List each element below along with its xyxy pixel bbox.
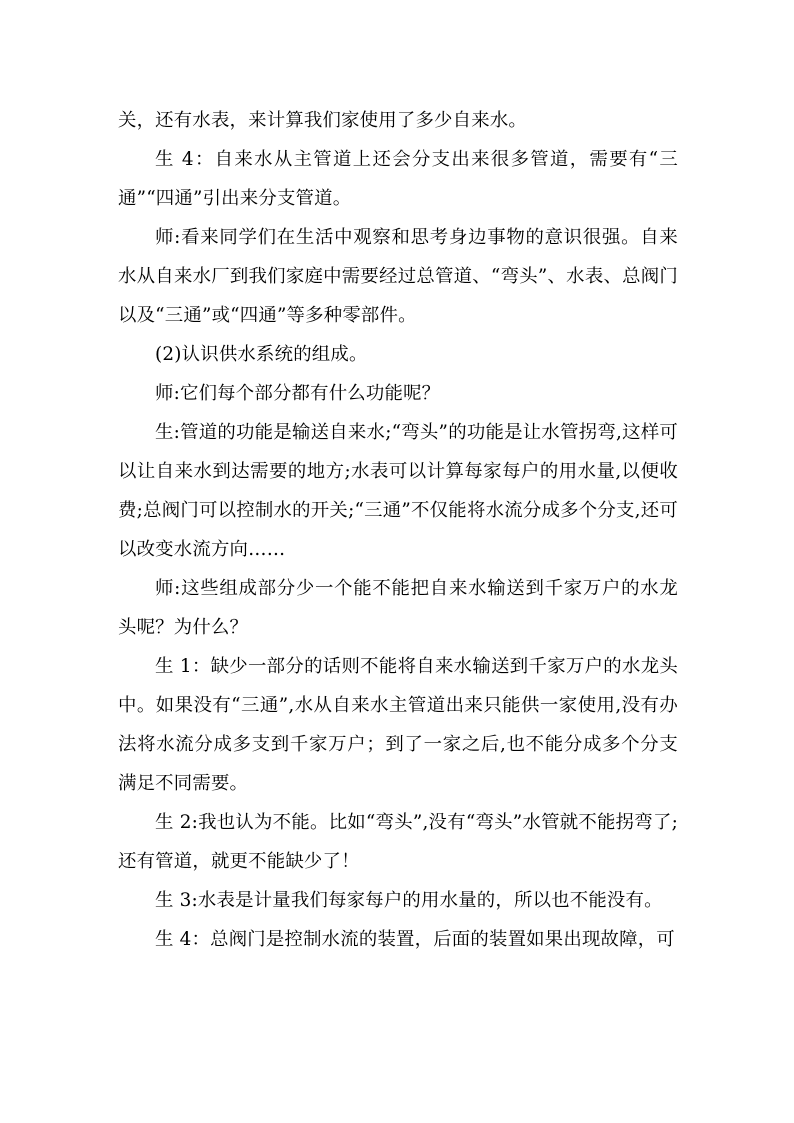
paragraph-student-1: 生 1：缺少一部分的话则不能将自来水输送到千家万户的水龙头中。如果没有“三通”,水从自来水主管道出来只能供一家使用,没有办法将水流分成多支到千家万户；到了一家之后,也不能分成多个分支满足不同需要。 xyxy=(118,656,678,794)
paragraph-student-4-branches: 生 4：自来水从主管道上还会分支出来很多管道，需要有“三通”“四通”引出来分支管道。 xyxy=(118,149,678,209)
paragraph-student-functions: 生:管道的功能是输送自来水;“弯头”的功能是让水管拐弯,这样可以让自来水到达需要的地方;水表可以计算每家每户的用水量,以便收费;总阀门可以控制水的开关;“三通”不仅能将水流分成多个分支,还可以改变水流方向…… xyxy=(118,422,678,560)
paragraph-teacher-question: 师:它们每个部分都有什么功能呢？ xyxy=(155,383,441,404)
paragraph-student-3: 生 3:水表是计量我们每家每户的用水量的，所以也不能没有。 xyxy=(155,890,663,911)
paragraph-teacher-question-2: 师:这些组成部分少一个能不能把自来水输送到千家万户的水龙头呢？为什么？ xyxy=(118,578,678,638)
body-text xyxy=(118,101,678,959)
paragraph-student-2: 生 2:我也认为不能。比如“弯头”,没有“弯头”水管就不能拐弯了;还有管道，就更不能缺少了！ xyxy=(118,812,678,872)
paragraph-continuation: 关，还有水表，来计算我们家使用了多少自来水。 xyxy=(118,110,527,131)
paragraph-student-4-valve: 生 4：总阀门是控制水流的装置，后面的装置如果出现故障，可 xyxy=(155,929,675,950)
paragraph-section-heading: (2)认识供水系统的组成。 xyxy=(155,344,368,365)
paragraph-teacher-summary: 师:看来同学们在生活中观察和思考身边事物的意识很强。自来水从自来水厂到我们家庭中需要经过总管道、“弯头”、水表、总阀门以及“三通”或“四通”等多种零部件。 xyxy=(118,227,678,326)
